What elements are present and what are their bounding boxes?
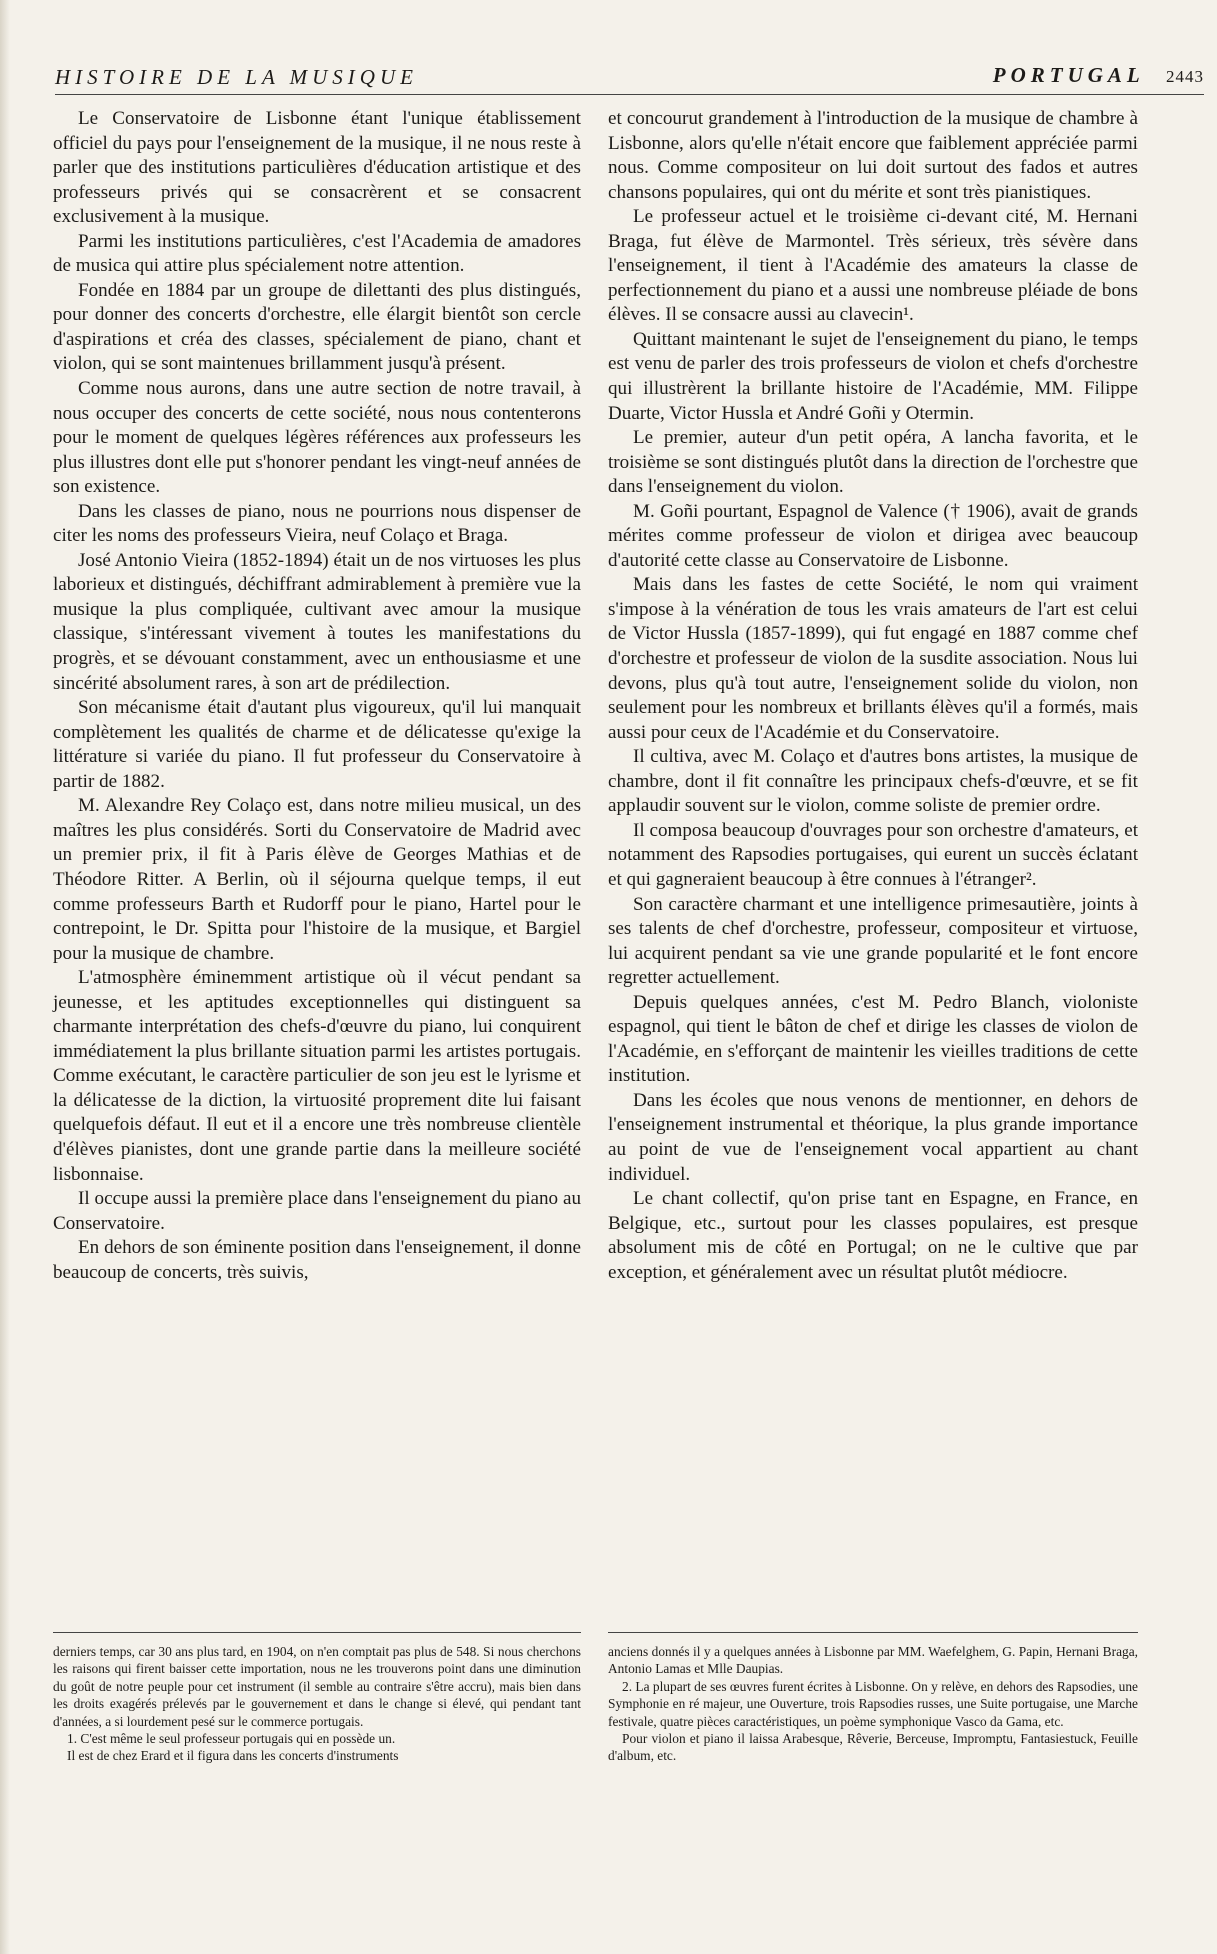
paragraph: Le chant collectif, qu'on prise tant en Espagne, en France, en Belgique, etc., surtout pour les classes populaires, est presque absolument mis de côté en Portugal; on ne le cultive que par exception, et généralement avec un résultat plutôt médiocre. <box>608 1188 1138 1283</box>
paragraph: M. Alexandre Rey Colaço est, dans notre milieu musical, un des maîtres les plus considérés. Sorti du Conservatoire de Madrid avec un premier prix, il fit à Paris élève de Georges Mathias et de Théodore Ritter. A Berlin, où il séjourna quelque temps, il eut comme professeurs Barth et Rudorff pour le piano, Hartel pour le contrepoint, le Dr. Spitta pour l'histoire de la musique, et Bargiel pour la musique de chambre. <box>53 795 581 964</box>
paragraph: Son mécanisme était d'autant plus vigoureux, qu'il lui manquait complètement les qualités de charme et de délicatesse qu'exige la littérature si variée du piano. Il fut professeur du Conservatoire à partir de 1882. <box>53 697 581 792</box>
footnote: 2. La plupart de ses œuvres furent écrites à Lisbonne. On y relève, en dehors des Rapsodies, une Symphonie en ré majeur, une Ouverture, trois Rapsodies russes, une Suite portugaise, une Marche festivale, quatre pièces caractéristiques, un poème symphonique Vasco da Gama, etc. <box>608 1678 1138 1729</box>
left-footnotes <box>53 1643 581 1765</box>
section-and-page <box>993 63 1204 88</box>
left-column <box>53 107 581 1285</box>
paragraph: M. Goñi pourtant, Espagnol de Valence († 1906), avait de grands mérites comme professeur de violon et dirigea avec beaucoup d'autorité cette classe au Conservatoire de Lisbonne. <box>608 500 1138 571</box>
paragraph: Quittant maintenant le sujet de l'enseignement du piano, le temps est venu de parler des trois professeurs de violon et chefs d'orchestre qui illustrèrent la brillante histoire de l'Académie, MM. Filippe Duarte, Victor Hussla et André Goñi y Otermin. <box>608 328 1138 424</box>
paragraph: L'atmosphère éminemment artistique où il vécut pendant sa jeunesse, et les aptitudes exceptionnelles qui distinguent sa charmante interprétation des chefs-d'œuvre du piano, lui conquirent immédiatement la plus brillante situation parmi les artistes portugais. Comme exécutant, le caractère particulier de son jeu est le lyrisme et la délicatesse de la diction, la virtuosité proprement dite lui faisant quelquefois défaut. Il eut et il a encore une très nombreuse clientèle d'élèves pianistes, dont une grande partie dans la meilleure société lisbonnaise. <box>53 967 581 1185</box>
paragraph: Fondée en 1884 par un groupe de dilettanti des plus distingués, pour donner des concerts d'orchestre, elle élargit bientôt son cercle d'aspirations et créa des classes, spécialement de piano, chant et violon, qui se sont maintenues brillamment jusqu'à présent. <box>53 279 581 375</box>
right-footnotes <box>608 1643 1138 1765</box>
paragraph: Dans les écoles que nous venons de mentionner, en dehors de l'enseignement instrumental et théorique, la plus grande importance au point de vue de l'enseignement vocal appartient au chant individuel. <box>608 1089 1138 1185</box>
paragraph: Le premier, auteur d'un petit opéra, A lancha favorita, et le troisième se sont distingués plutôt dans la direction de l'orchestre que dans l'enseignement du violon. <box>608 427 1138 498</box>
paragraph: Il composa beaucoup d'ouvrages pour son orchestre d'amateurs, et notamment des Rapsodies portugaises, qui eurent un succès éclatant et qui gagneraient beaucoup à être connues à l'étranger². <box>608 819 1138 890</box>
footnote: 1. C'est même le seul professeur portugais qui en possède un. <box>67 1731 396 1747</box>
paragraph: Son caractère charmant et une intelligence primesautière, joints à ses talents de chef d'orchestre, professeur, compositeur et virtuose, lui acquirent pendant sa vie une grande popularité et le font encore regretter actuellement. <box>608 893 1138 989</box>
footnote: Il est de chez Erard et il figura dans les concerts d'instruments <box>67 1748 399 1764</box>
footnote-rule <box>53 1632 581 1633</box>
paragraph: Mais dans les fastes de cette Société, le nom qui vraiment s'impose à la vénération de tous les vrais amateurs de l'art est celui de Victor Hussla (1857-1899), qui fut engagé en 1887 comme chef d'orchestre et professeur de violon de la susdite association. Nous lui devons, plus qu'à tout autre, l'enseignement solide du violon, non seulement pour les nombreux et brillants élèves qu'il a formés, mais aussi pour ceux de l'Académie et du Conservatoire. <box>608 574 1138 743</box>
paragraph: En dehors de son éminente position dans l'enseignement, il donne beaucoup de concerts, très suivis, <box>53 1237 581 1283</box>
section-title: PORTUGAL <box>992 63 1145 87</box>
footnote-rule <box>608 1632 1138 1633</box>
paragraph: Il occupe aussi la première place dans l'enseignement du piano au Conservatoire. <box>53 1188 581 1234</box>
footnote: anciens donnés il y a quelques années à Lisbonne par MM. Waefelghem, G. Papin, Hernani Braga, Antonio Lamas et Mlle Daupias. <box>608 1644 1138 1677</box>
page-number: 2443 <box>1166 67 1204 86</box>
running-title: HISTOIRE DE LA MUSIQUE <box>55 65 418 89</box>
paragraph: Le Conservatoire de Lisbonne étant l'unique établissement officiel du pays pour l'enseignement de la musique, il ne nous reste à parler que des institutions particulières d'éducation artistique et des professeurs privés qui se consacrèrent et se consacrent exclusivement à la musique. <box>53 108 581 228</box>
header-rule <box>55 94 1204 95</box>
paragraph: Dans les classes de piano, nous ne pourrions nous dispenser de citer les noms des professeurs Vieira, neuf Colaço et Braga. <box>53 500 581 547</box>
running-header <box>55 63 1204 93</box>
right-column <box>608 107 1138 1285</box>
paragraph: Depuis quelques années, c'est M. Pedro Blanch, violoniste espagnol, qui tient le bâton de chef et dirige les classes de violon de l'Académie, en s'efforçant de maintenir les vieilles traditions de cette institution. <box>608 991 1138 1087</box>
footnote: Pour violon et piano il laissa Arabesque, Rêverie, Berceuse, Impromptu, Fantasiestuck, Feuille d'album, etc. <box>608 1731 1138 1764</box>
paragraph: Comme nous aurons, dans une autre section de notre travail, à nous occuper des concerts de cette société, nous nous contenterons pour le moment de quelques légères références aux professeurs les plus illustres dont elle put s'honorer pendant les vingt-neuf années de son existence. <box>53 378 581 498</box>
page-edge <box>0 0 10 1954</box>
paragraph: Parmi les institutions particulières, c'est l'Academia de amadores de musica qui attire plus spécialement notre attention. <box>53 230 581 277</box>
paragraph: José Antonio Vieira (1852-1894) était un de nos virtuoses les plus laborieux et distingués, déchiffrant admirablement à première vue la musique la plus compliquée, cultivant avec amour la musique classique, s'intéressant vivement à toutes les manifestations du progrès, et se dévouant constamment, avec un enthousiasme et une sincérité absolument rares, à son art de prédilection. <box>53 549 581 694</box>
paragraph: Le professeur actuel et le troisième ci-devant cité, M. Hernani Braga, fut élève de Marmontel. Très sérieux, très sévère dans l'enseignement, il tient à l'Académie des amateurs la classe de perfectionnement du piano et a aussi une nombreuse pléiade de bons élèves. Il se consacre aussi au clavecin¹. <box>608 206 1138 326</box>
paragraph: et concourut grandement à l'introduction de la musique de chambre à Lisbonne, alors qu'elle n'était encore que faiblement appréciée parmi nous. Comme compositeur on lui doit surtout des fados et autres chansons populaires, qui ont du mérite et sont très pianistiques. <box>608 108 1138 203</box>
paragraph: Il cultiva, avec M. Colaço et d'autres bons artistes, la musique de chambre, dont il fit connaître les principaux chefs-d'œuvre, et se fit applaudir souvent sur le violon, comme soliste de premier ordre. <box>608 746 1138 817</box>
footnote: derniers temps, car 30 ans plus tard, en 1904, on n'en comptait pas plus de 548. Si nous cherchons les raisons qui firent baisser cette importation, nous ne les trouverons point dans une diminution du goût de notre peuple pour cet instrument (il semble au contraire s'être accru), mais bien dans les droits exagérés prélevés par le gouvernement et dans le change si élevé, qui pendant tant d'années, a si lourdement pesé sur le commerce portugais. <box>53 1644 581 1729</box>
